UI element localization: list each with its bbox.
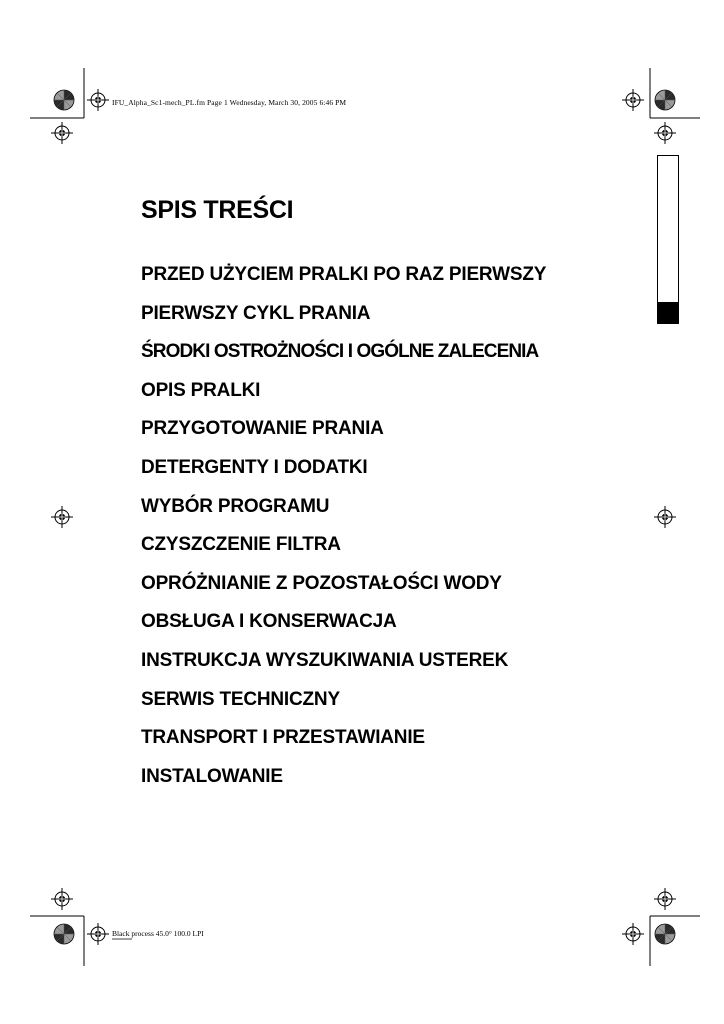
- toc-item: INSTRUKCJA WYSZUKIWANIA USTEREK: [141, 649, 509, 671]
- toc-item: TRANSPORT I PRZESTAWIANIE: [141, 727, 425, 749]
- toc-item: OPIS PRALKI: [141, 379, 261, 401]
- page-title: SPIS TREŚCI: [141, 196, 294, 224]
- toc-item: INSTALOWANIE: [141, 765, 283, 787]
- table-of-contents: [141, 262, 546, 802]
- toc-item: PRZYGOTOWANIE PRANIA: [141, 418, 384, 440]
- toc-item: PRZED UŻYCIEM PRALKI PO RAZ PIERWSZY: [141, 264, 547, 285]
- print-process-footer: Black process 45.0° 100.0 LPI: [112, 929, 204, 938]
- toc-item: CZYSZCZENIE FILTRA: [141, 534, 341, 556]
- toc-item: DETERGENTY I DODATKI: [141, 456, 368, 478]
- toc-item: SERWIS TECHNICZNY: [141, 688, 340, 710]
- toc-item: OBSŁUGA I KONSERWACJA: [141, 611, 397, 633]
- section-tab: [657, 155, 679, 323]
- toc-item: ŚRODKI OSTROŻNOŚCI I OGÓLNE ZALECENIA: [141, 341, 539, 363]
- file-info-header: IFU_Alpha_Sc1-mech_PL.fm Page 1 Wednesday, March 30, 2005 6:46 PM: [112, 98, 347, 107]
- section-tab-marker: [657, 302, 679, 324]
- toc-item: WYBÓR PROGRAMU: [141, 495, 330, 517]
- toc-item: OPRÓŻNIANIE Z POZOSTAŁOŚCI WODY: [141, 572, 502, 594]
- toc-item: PIERWSZY CYKL PRANIA: [141, 302, 371, 324]
